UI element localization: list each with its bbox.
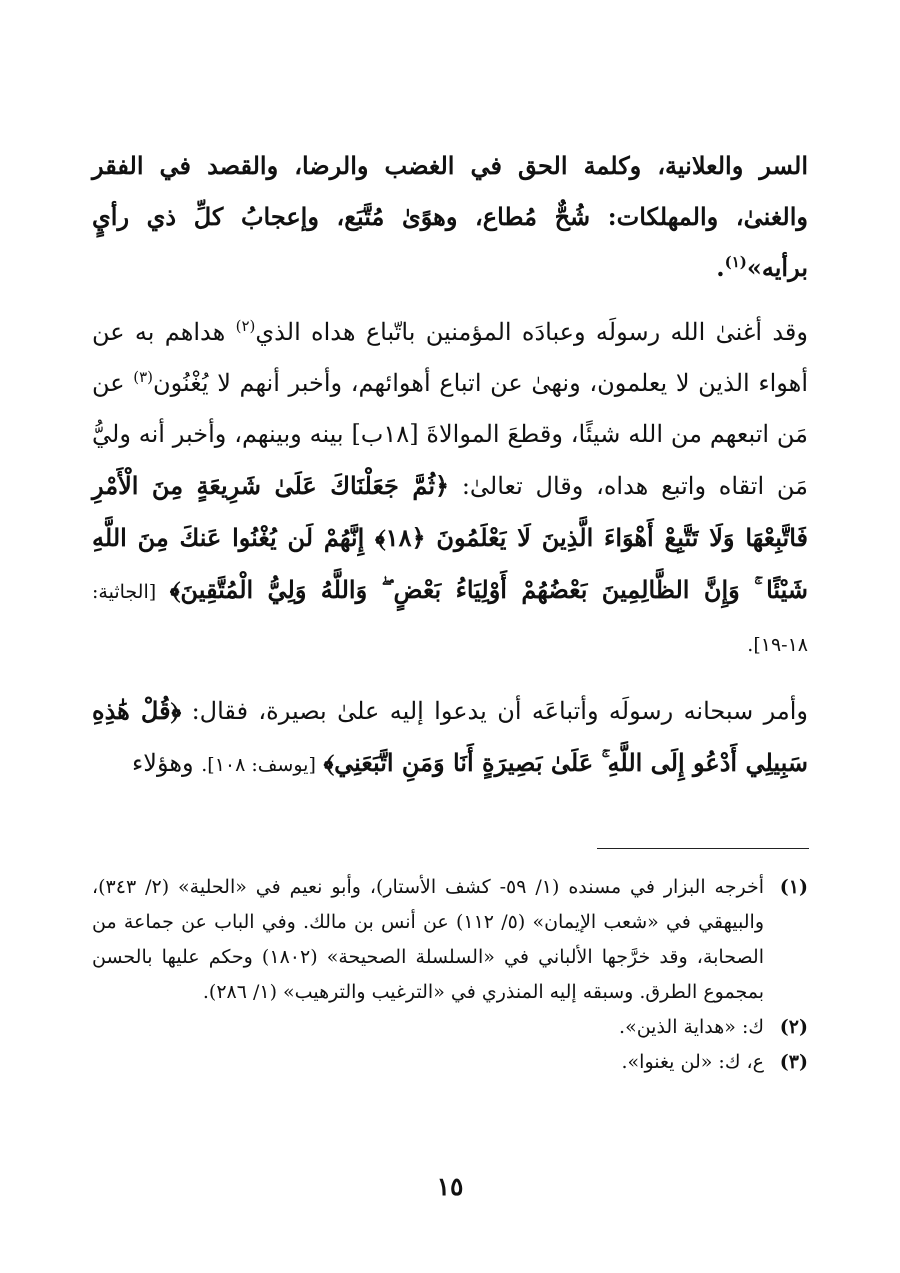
footnote-2	[92, 1010, 808, 1045]
quran-verse: ﴿قُلْ هَٰذِهِ سَبِيلِي أَدْعُو إِلَى اللَّهِ ۚ عَلَىٰ بَصِيرَةٍ أَنَا وَمَنِ اتَّبَعَنِي﴾	[92, 696, 808, 777]
footnote-1	[92, 870, 808, 1010]
footnotes	[92, 870, 808, 1080]
paragraph-1: السر والعلانية، وكلمة الحق في الغضب والرضا، والقصد في الفقر والغنىٰ، والمهلكات: شُحٌّ مُطاع، وهوًىٰ مُتَّبَع، وإعجابُ كلِّ ذي رأيٍ برأيه»$^{(١)}$.	[92, 151, 809, 282]
footnote-number: (٢)	[779, 1016, 808, 1038]
footnote-text: ك: «هداية الذين».	[619, 1016, 764, 1038]
paragraph-2: وقد أغنىٰ الله رسولَه وعبادَه المؤمنين باتّباع هداه الذي$^{(٢)}$ هداهم به عن أهواء الذين لا يعلمون، ونهىٰ عن اتباع أهوائهم، وأخبر أنهم لا يُغْنُون$^{(٣)}$ عن مَن اتبعهم من الله شيئًا، وقطعَ الموالاةَ [١٨ب] بينه وبينهم، وأخبر أنه وليُّ مَن اتقاه واتبع هداه، وقال تعالىٰ: ﴿ثُمَّ جَعَلْنَاكَ عَلَىٰ شَرِيعَةٍ مِنَ الْأَمْرِ فَاتَّبِعْهَا وَلَا تَتَّبِعْ أَهْوَاءَ الَّذِينَ لَا يَعْلَمُونَ ﴿١٨﴾ إِنَّهُمْ لَن يُغْنُوا عَنكَ مِنَ اللَّهِ شَيْئًا ۚ وَإِنَّ الظَّالِمِينَ بَعْضُهُمْ أَوْلِيَاءُ بَعْضٍ ۖ وَاللَّهُ وَلِيُّ الْمُتَّقِينَ﴾ [الجاثية: ١٨-١٩].	[92, 317, 809, 656]
main-text	[92, 140, 808, 791]
footnote-number: (٣)	[779, 1051, 808, 1073]
footnote-text: ع، ك: «لن يغنوا».	[621, 1051, 764, 1073]
footnote-ref-1[interactable]: (١)	[724, 253, 747, 271]
footnote-3	[92, 1045, 808, 1080]
footnote-separator	[597, 848, 809, 849]
footnote-ref-2[interactable]: (٢)	[235, 317, 256, 335]
verse-citation: [يوسف: ١٠٨].	[201, 754, 316, 776]
footnote-number: (١)	[779, 876, 808, 898]
quran-verse: ﴿ثُمَّ جَعَلْنَاكَ عَلَىٰ شَرِيعَةٍ مِنَ الْأَمْرِ فَاتَّبِعْهَا وَلَا تَتَّبِعْ أَهْوَاءَ الَّذِينَ لَا يَعْلَمُونَ ﴿١٨﴾ إِنَّهُمْ لَن يُغْنُوا عَنكَ مِنَ اللَّهِ شَيْئًا ۚ وَإِنَّ الظَّالِمِينَ بَعْضُهُمْ أَوْلِيَاءُ بَعْضٍ ۖ وَاللَّهُ وَلِيُّ الْمُتَّقِينَ﴾	[92, 471, 808, 604]
footnote-ref-3[interactable]: (٣)	[133, 368, 154, 386]
footnote-text: أخرجه البزار في مسنده (١/ ٥٩- كشف الأستار)، وأبو نعيم في «الحلية» (٢/ ٣٤٣)، والبيهقي في «شعب الإيمان» (٥/ ١١٢) عن أنس بن مالك. وفي الباب عن جماعة من الصحابة، وقد خرَّجها الألباني في «السلسلة الصحيحة» (١٨٠٢) وحكم عليها بالحسن بمجموع الطرق. وسبقه إليه المنذري في «الترغيب والترهيب» (١/ ٢٨٦).	[92, 876, 765, 1003]
page-number: ١٥	[436, 1172, 464, 1201]
verse-citation: [الجاثية: ١٨-١٩].	[92, 581, 808, 656]
paragraph-3: وأمر سبحانه رسولَه وأتباعَه أن يدعوا إليه علىٰ بصيرة، فقال: ﴿قُلْ هَٰذِهِ سَبِيلِي أَدْعُو إِلَى اللَّهِ ۚ عَلَىٰ بَصِيرَةٍ أَنَا وَمَنِ اتَّبَعَنِي﴾ [يوسف: ١٠٨]. وهؤلاء	[92, 696, 808, 777]
